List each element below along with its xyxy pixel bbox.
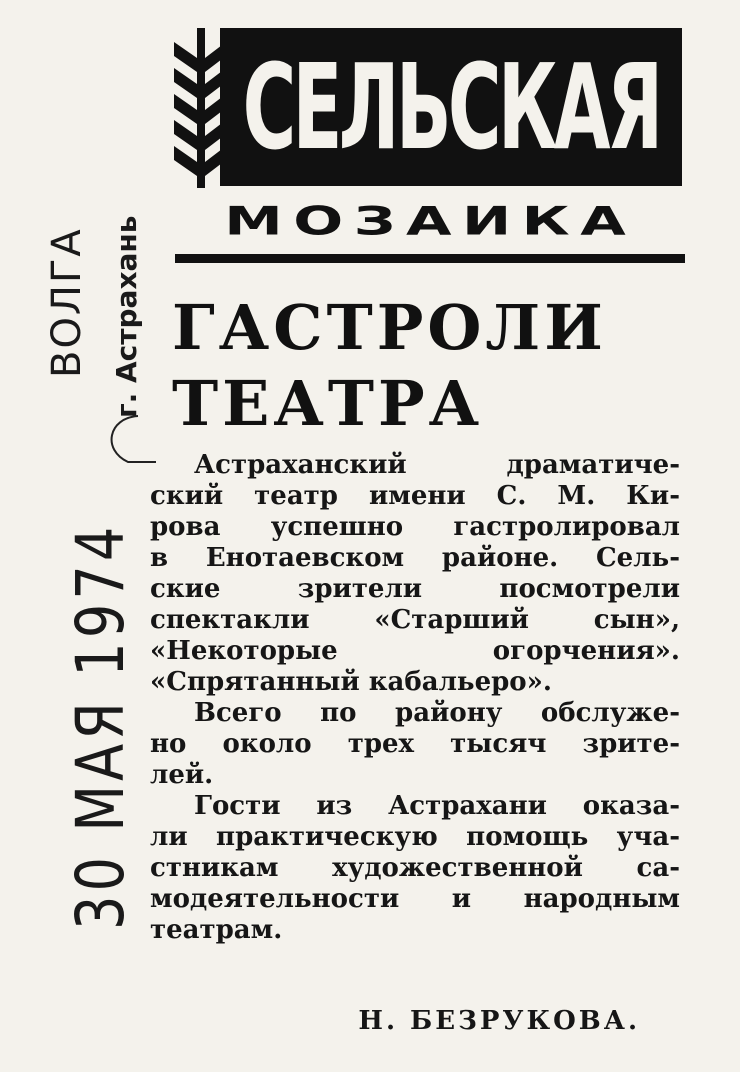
article-line: «Некоторые огорчения». bbox=[150, 636, 680, 666]
article-line: стникам художественной са- bbox=[150, 853, 680, 883]
article-line: рова успешно гастролировал bbox=[150, 512, 680, 542]
logo-title-box bbox=[220, 28, 682, 186]
newspaper-name: ВОЛГА bbox=[44, 227, 90, 378]
article-line: но около трех тысяч зрите- bbox=[150, 729, 680, 759]
handwritten-bracket-mark bbox=[98, 410, 158, 470]
article-line: Астраханский драматиче- bbox=[194, 450, 680, 480]
section-title: СЕЛЬСКАЯ bbox=[242, 38, 660, 176]
article-line: спектакли «Старший сын», bbox=[150, 605, 680, 635]
article-line: «Спрятанный кабальеро». bbox=[150, 667, 552, 697]
article-line: ли практическую помощь уча- bbox=[150, 822, 680, 852]
newspaper-city: г. Астрахань bbox=[110, 215, 143, 418]
article-line: лей. bbox=[150, 760, 214, 790]
article-line: ские зрители посмотрели bbox=[150, 574, 680, 604]
article-line: театрам. bbox=[150, 915, 283, 945]
section-logo bbox=[170, 28, 682, 188]
article-line: Гости из Астрахани оказа- bbox=[194, 791, 680, 821]
headline-line-1: ГАСТРОЛИ bbox=[172, 291, 607, 364]
article-line: ский театр имени С. М. Ки- bbox=[150, 481, 680, 511]
article-line: модеятельности и народным bbox=[150, 884, 680, 914]
section-subtitle-bar bbox=[175, 196, 685, 248]
stamped-date: 30 МАЯ 1974 bbox=[62, 522, 139, 930]
section-subtitle: МОЗАИКА bbox=[223, 198, 637, 245]
article-line: в Енотаевском районе. Сель- bbox=[150, 543, 680, 573]
article-line: Всего по району обслуже- bbox=[194, 698, 680, 728]
article-author: Н. БЕЗРУКОВА. bbox=[358, 1006, 640, 1036]
header-rule bbox=[175, 254, 685, 263]
article-headline bbox=[172, 290, 692, 442]
article-body bbox=[150, 450, 680, 946]
headline-line-2: ТЕАТРА bbox=[172, 367, 484, 440]
